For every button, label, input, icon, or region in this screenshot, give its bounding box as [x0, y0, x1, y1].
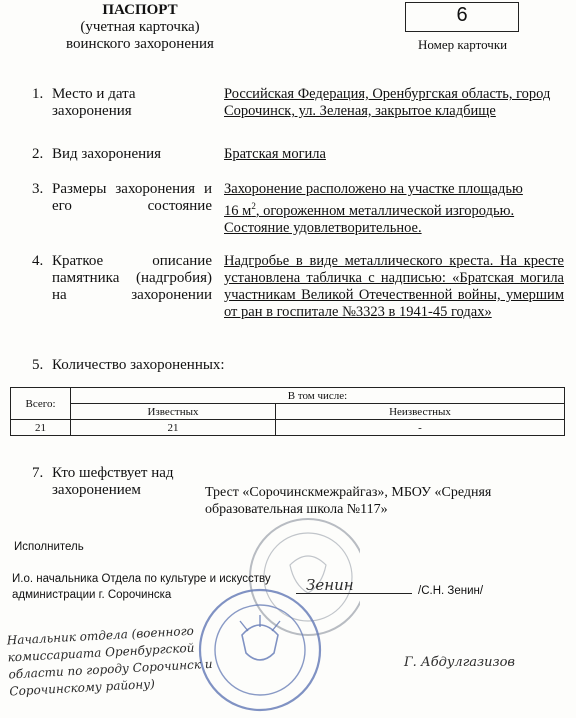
card-number: 6: [456, 4, 468, 26]
item-4-number: 4.: [32, 253, 44, 269]
item-3-label: Размеры захоронения и его состояние: [52, 181, 212, 214]
item-3-value-line-2: 16 $м^2$, огороженном металлической изгородью.: [224, 201, 515, 219]
executor-signature: Зенин: [306, 576, 354, 594]
item-2-number: 2.: [32, 146, 44, 162]
burial-count-table: [10, 387, 565, 436]
item-2-value: Братская могила: [224, 146, 326, 162]
item-2-label: Вид захоронения: [52, 146, 162, 162]
item-5-label: Количество захороненных:: [52, 357, 225, 373]
executor-label: Исполнитель: [14, 541, 84, 553]
table-header-unknown: Неизвестных: [276, 404, 565, 420]
document-header: [40, 2, 240, 53]
table-cell-total: 21: [11, 420, 71, 436]
item-3-value: [224, 181, 564, 237]
item-1-number: 1.: [32, 86, 44, 102]
table-cell-unknown: -: [276, 420, 565, 436]
item-7-number: 7.: [32, 465, 44, 481]
item-3-value-line-3: Состояние удовлетворительное.: [224, 219, 422, 236]
item-4-value: Надгробье в виде металлического креста. На кресте установлена табличка с надписью: «Братская могила участникам Великой Отечественной войны, умершим от ран в госпитале №3323 в 1941-45 годах»: [224, 253, 564, 320]
handwritten-signature: Г. Абдулгазизов: [404, 655, 515, 670]
handwritten-note: Начальник отдела (военного комиссариата Оренбургской области по городу Сорочинск и Сорочинскому району): [6, 623, 213, 699]
item-3-value-line-1: Захоронение расположено на участке площадью: [224, 181, 523, 197]
executor-position: И.о. начальника Отдела по культуре и искусству администрации г. Сорочинска: [12, 573, 271, 601]
item-1-value: Российская Федерация, Оренбургская область, город Сорочинск, ул. Зеленая, закрытое кладбище: [224, 86, 551, 119]
item-1-label: Место и дата захоронения: [52, 86, 136, 119]
document-title: ПАСПОРТ: [102, 2, 178, 18]
item-7-label: Кто шефствует над захоронением: [52, 465, 174, 498]
item-3-number: 3.: [32, 181, 44, 197]
table-cell-known: 21: [71, 420, 276, 436]
item-7-value: Трест «Сорочинскмежрайгаз», МБОУ «Средняя образовательная школа №117»: [205, 485, 492, 517]
executor-name: /С.Н. Зенин/: [418, 585, 484, 597]
document-subtitle: (учетная карточка): [80, 19, 200, 35]
table-header-total: Всего:: [11, 388, 71, 420]
table-header-including: В том числе:: [71, 388, 565, 404]
card-number-label: Номер карточки: [418, 37, 508, 52]
item-5-number: 5.: [32, 357, 44, 373]
document-subtitle-2: воинского захоронения: [66, 36, 214, 52]
item-4-label: Краткое описание памятника (надгробия) на захоронении: [52, 253, 212, 303]
table-header-known: Известных: [71, 404, 276, 420]
